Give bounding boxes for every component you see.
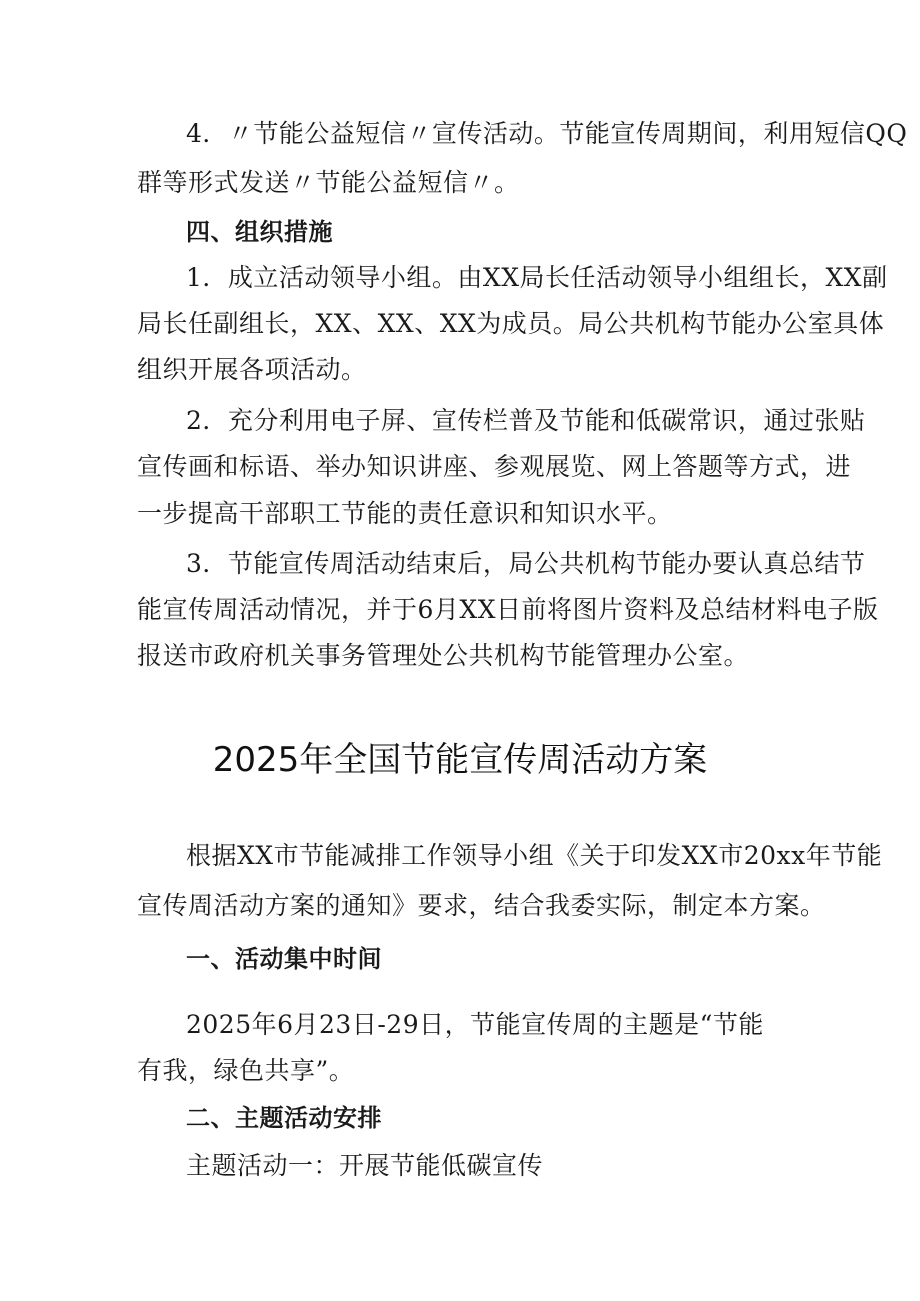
item4-line2: 群等形式发送〃节能公益短信〃。 [137,168,520,197]
measure3-line1: 3．节能宣传周活动结束后，局公共机构节能办要认真总结节 [186,549,866,578]
measure2-line2: 宣传画和标语、举办知识讲座、参观展览、网上答题等方式，进 [137,452,852,481]
intro-line2: 宣传周活动方案的通知》要求，结合我委实际，制定本方案。 [137,891,826,920]
measure3-line3: 报送市政府机关事务管理处公共机构节能管理办公室。 [137,641,750,670]
measure1-line3: 组织开展各项活动。 [137,355,367,384]
measure1-line2: 局长任副组长，XX、XX、XX为成员。局公共机构节能办公室具体 [137,309,885,338]
measure2-line3: 一步提高干部职工节能的责任意识和知识水平。 [137,499,673,528]
section4-heading: 四、组织措施 [186,218,333,246]
measure1-line1: 1．成立活动领导小组。由XX局长任活动领导小组组长，XX副 [186,263,888,292]
measure2-line1: 2．充分利用电子屏、宣传栏普及节能和低碳常识，通过张贴 [186,406,866,435]
time-line1: 2025年6月23日-29日，节能宣传周的主题是“节能 [186,1010,764,1039]
document-title: 2025年全国节能宣传周活动方案 [212,740,708,780]
intro-line1: 根据XX市节能减排工作领导小组《关于印发XX市20xx年节能 [186,841,883,870]
item4-line1: 4．〃节能公益短信〃宣传活动。节能宣传周期间，利用短信QQ [186,119,908,148]
time-line2: 有我，绿色共享”。 [137,1056,355,1085]
section1-heading: 一、活动集中时间 [186,945,382,973]
section2-heading: 二、主题活动安排 [186,1104,382,1132]
activity1-line: 主题活动一：开展节能低碳宣传 [186,1151,544,1180]
measure3-line2: 能宣传周活动情况，并于6月XX日前将图片资料及总结材料电子版 [137,595,879,624]
